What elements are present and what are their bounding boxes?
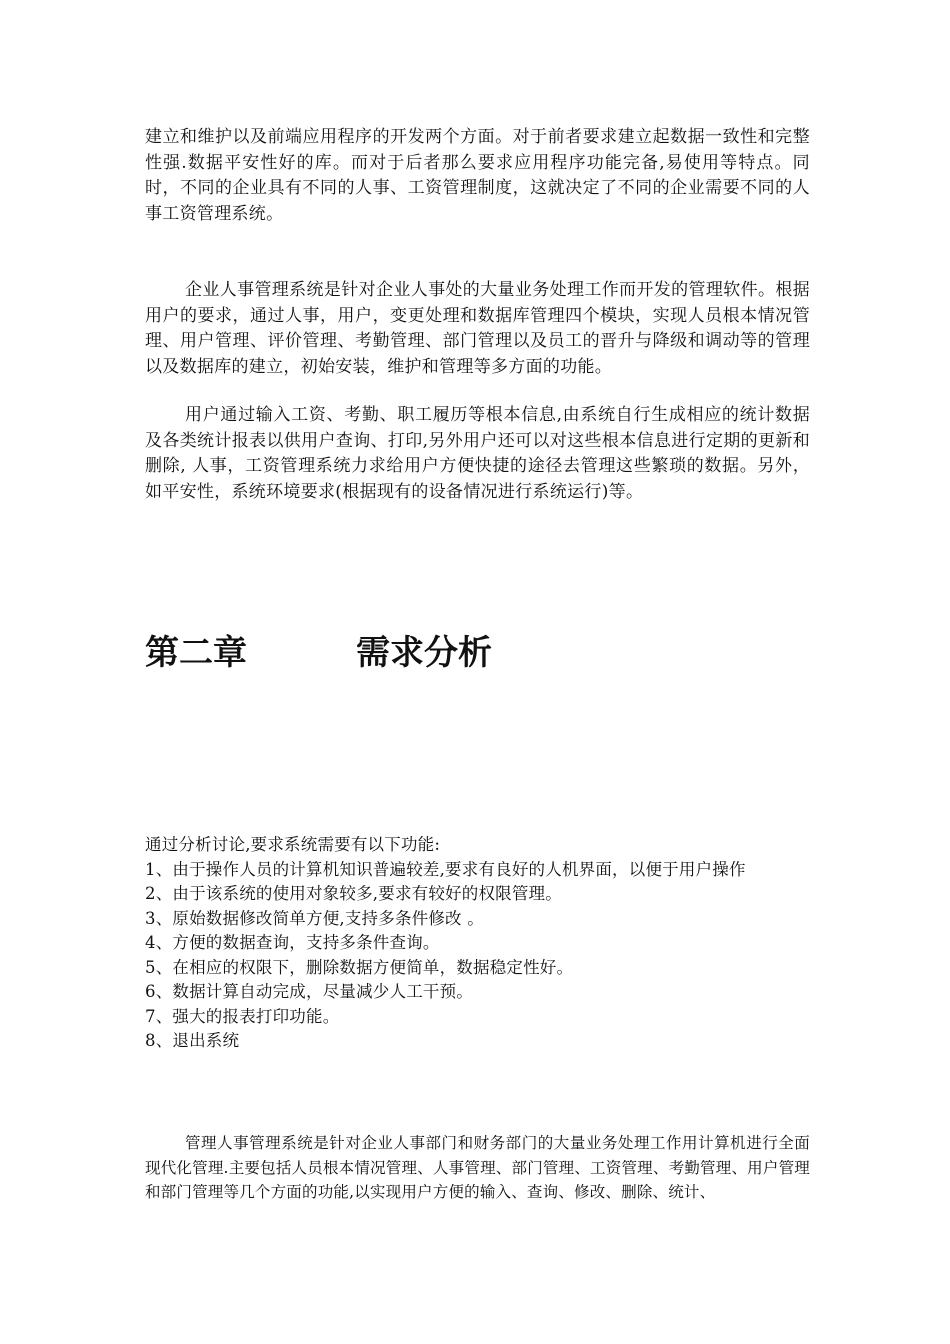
list-item: 6、数据计算自动完成，尽量减少人工干预。 bbox=[145, 982, 473, 1001]
list-item: 7、强大的报表打印功能。 bbox=[145, 1006, 340, 1026]
requirements-intro: 通过分析讨论,要求系统需要有以下功能: bbox=[145, 835, 441, 854]
paragraph-user-functions: 用户通过输入工资、考勤、职工履历等根本信息,由系统自行生成相应的统计数据及各类统计报表以供用户查询、打印,另外用户还可以对这些根本信息进行定期的更新和删除, 人事，工资管理系统力求给用户方便快捷的途径去管理这些繁琐的数据。另外，如平安性，系统环境要求(根据现有的设备情况进行系统运行)等。 bbox=[145, 405, 810, 502]
paragraph-management-scope: 管理人事管理系统是针对企业人事部门和财务部门的大量业务处理工作用计算机进行全面现代化管理.主要包括人员根本情况管理、人事管理、部门管理、工资管理、考勤管理、用户管理和部门管理等几个方面的功能,以实现用户方便的输入、查询、修改、删除、统计、 bbox=[145, 1134, 810, 1201]
chapter-heading bbox=[145, 628, 492, 678]
list-item: 1、由于操作人员的计算机知识普遍较差,要求有良好的人机界面，以便于用户操作 bbox=[145, 859, 746, 879]
list-item: 5、在相应的权限下，删除数据方便简单，数据稳定性好。 bbox=[145, 957, 574, 977]
list-item: 4、方便的数据查询，支持多条件查询。 bbox=[145, 933, 440, 952]
requirements-list bbox=[145, 833, 810, 1054]
paragraph-intro-continued: 建立和维护以及前端应用程序的开发两个方面。对于前者要求建立起数据一致性和完整性强.数据平安性好的库。而对于后者那么要求应用程序功能完备,易使用等特点。同时，不同的企业具有不同的人事、工资管理制度，这就决定了不同的企业需要不同的人事工资管理系统。 bbox=[145, 127, 810, 224]
chapter-number: 第二章 bbox=[145, 633, 247, 673]
list-item: 2、由于该系统的使用对象较多,要求有较好的权限管理。 bbox=[145, 884, 562, 903]
chapter-title: 需求分析 bbox=[356, 633, 492, 673]
list-item: 3、原始数据修改简单方便,支持多条件修改 。 bbox=[145, 908, 484, 928]
list-item: 8、退出系统 bbox=[145, 1031, 240, 1050]
paragraph-system-overview: 企业人事管理系统是针对企业人事处的大量业务处理工作而开发的管理软件。根据用户的要求，通过人事，用户，变更处理和数据库管理四个模块，实现人员根本情况管理、用户管理、评价管理、考勤管理、部门管理以及员工的晋升与降级和调动等的管理以及数据库的建立，初始安装，维护和管理等多方面的功能。 bbox=[145, 280, 810, 377]
